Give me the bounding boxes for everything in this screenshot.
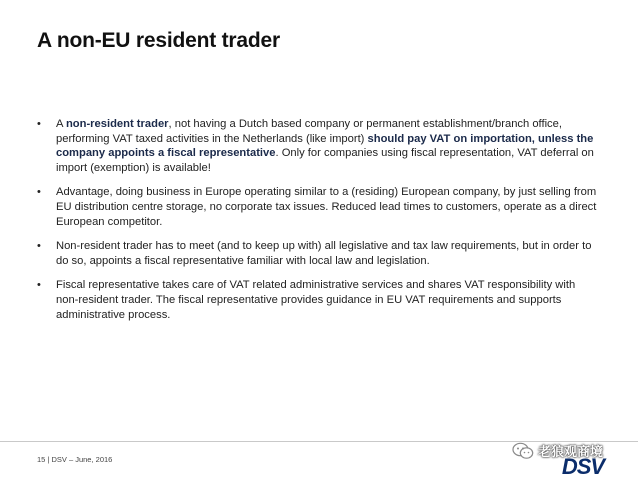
footer-text: 15 | DSV – June, 2016 [37, 455, 113, 464]
bullet-dot: • [37, 279, 41, 292]
bullet-text-part: A [56, 118, 66, 130]
bullet-list [37, 117, 597, 332]
bullet-text-part: , not having a Dutch based company or permanent establishment/branch office, performing VAT taxed activities in the Netherlands (like import) [56, 118, 562, 145]
bullet-item [37, 239, 597, 268]
bullet-item [37, 117, 597, 175]
bullet-text-bold: non-resident trader [65, 118, 169, 130]
bullet-dot: • [37, 186, 41, 199]
dsv-logo-text: DSV [561, 455, 605, 477]
bullet-text-part: . Only for companies using fiscal representation, VAT deferral on import (exemption) is available! [56, 147, 594, 174]
bullet-text-part: Non-resident trader has to meet (and to keep up with) all legislative and tax law requirements, but in order to do so, appoints a fiscal representative familiar with local law and legislation. [56, 240, 592, 267]
bullet-item [37, 278, 597, 322]
bullet-item [37, 185, 597, 229]
slide-title: A non-EU resident trader [37, 29, 280, 52]
bullet-text-part: Advantage, doing business in Europe operating similar to a (residing) European company, by just selling from EU distribution centre storage, no corporate tax issues. Reduced lead times to customers, operate as a direct European competitor. [56, 186, 597, 228]
dsv-logo [548, 455, 618, 477]
watermark-text: 老狼观商境 [538, 445, 604, 460]
wechat-icon [512, 442, 534, 460]
bullet-dot: • [37, 118, 41, 130]
bullet-text-part: Fiscal representative takes care of VAT related administrative services and shares VAT responsibility with non-resident trader. The fiscal representative provides guidance in EU VAT requirements and supports administrative process. [56, 279, 576, 321]
bullet-text-bold: should pay VAT on importation, unless the company appoints a fiscal representative [56, 132, 594, 160]
bullet-dot: • [37, 240, 41, 253]
